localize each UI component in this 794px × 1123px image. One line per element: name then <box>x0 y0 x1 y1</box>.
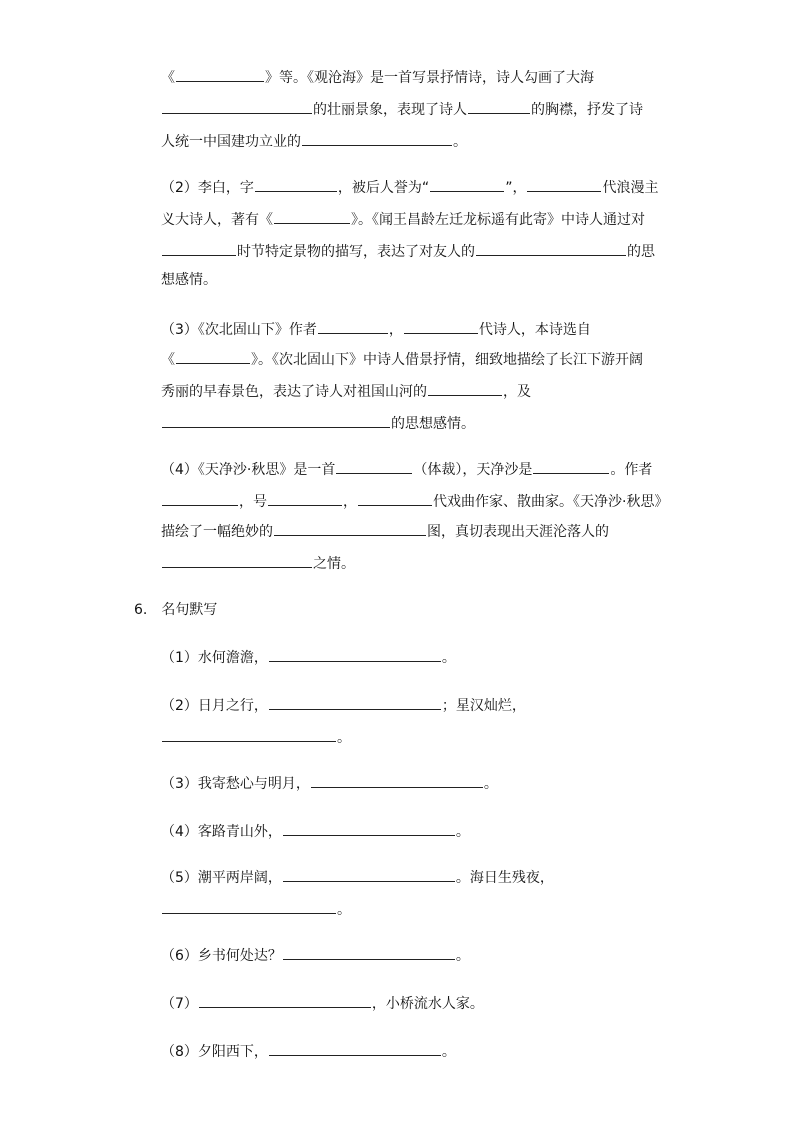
text: （体裁），天净沙是 <box>413 462 533 478</box>
text: 义大诗人，著有《 <box>161 212 273 228</box>
text: 描绘了一幅绝妙的 <box>161 524 273 540</box>
q5-2-line-1 <box>161 176 658 198</box>
q5-3-line-3 <box>161 380 531 402</box>
fill-blank[interactable] <box>162 412 390 428</box>
q6-item-7 <box>161 992 484 1014</box>
text: 。 <box>337 730 351 746</box>
text: 代戏曲作家、散曲家。《天净沙·秋思》 <box>433 494 669 510</box>
text: 人统一中国建功立业的 <box>161 134 301 150</box>
q6-item-2 <box>161 694 526 716</box>
fill-blank[interactable] <box>255 176 337 192</box>
fill-blank[interactable] <box>430 176 504 192</box>
q6-item-4 <box>161 820 470 842</box>
text: 。 <box>337 902 351 918</box>
text: （2）李白，字 <box>161 180 254 196</box>
question-number: 6. <box>134 602 148 618</box>
text: 。 <box>453 134 467 150</box>
q5-3-line-2 <box>161 348 643 370</box>
text: （2）日月之行， <box>161 698 268 714</box>
fill-blank[interactable] <box>283 820 455 836</box>
fill-blank[interactable] <box>269 646 441 662</box>
text: 。作者 <box>610 462 653 478</box>
fill-blank[interactable] <box>283 866 455 882</box>
text: （4）《天净沙·秋思》是一首 <box>161 462 336 478</box>
q5-3-line-4 <box>161 412 475 434</box>
text: （3）《次北固山下》作者 <box>161 322 317 338</box>
text: ；星汉灿烂， <box>441 698 526 714</box>
text: 》。《闻王昌龄左迁龙标遥有此寄》中诗人通过对 <box>351 212 645 228</box>
q5-4-line-4 <box>161 552 355 574</box>
text: 代诗人，本诗选自 <box>478 322 591 338</box>
text: （1）水何澹澹， <box>161 650 268 666</box>
fill-blank[interactable] <box>162 552 312 568</box>
q5-3-line-1 <box>161 318 591 340</box>
fill-blank[interactable] <box>336 458 412 474</box>
q5-1-line-3 <box>161 130 467 152</box>
text: 时节特定景物的描写，表达了对友人的 <box>237 244 475 260</box>
fill-blank[interactable] <box>176 66 264 82</box>
q5-4-line-1 <box>161 458 652 480</box>
fill-blank[interactable] <box>162 726 336 742</box>
text: 。海日生残夜， <box>455 870 554 886</box>
text: ，小桥流水人家。 <box>371 996 484 1012</box>
q5-2-line-3 <box>161 240 655 262</box>
text: 的胸襟，抒发了诗 <box>531 102 643 118</box>
text: （7） <box>161 996 198 1012</box>
text: （5）潮平两岸阔， <box>161 870 282 886</box>
q5-1-line-2 <box>161 98 643 120</box>
text: 》等。《观沧海》是一首写景抒情诗，诗人勾画了大海 <box>265 70 594 86</box>
text: ”， <box>505 180 527 196</box>
q5-4-line-2 <box>161 490 668 512</box>
q6-item-5-cont <box>161 898 351 920</box>
text: 的思 <box>627 244 655 260</box>
text: ，及 <box>503 384 531 400</box>
fill-blank[interactable] <box>269 1040 441 1056</box>
fill-blank[interactable] <box>162 898 336 914</box>
fill-blank[interactable] <box>268 490 342 506</box>
fill-blank[interactable] <box>274 520 426 536</box>
q5-4-line-3 <box>161 520 609 542</box>
fill-blank[interactable] <box>274 208 350 224</box>
q6-item-1 <box>161 646 456 668</box>
text: （4）客路青山外， <box>161 824 282 840</box>
fill-blank[interactable] <box>269 694 441 710</box>
text: 之情。 <box>313 556 355 572</box>
q5-1-line-1 <box>161 66 594 88</box>
text: 的壮丽景象，表现了诗人 <box>313 102 467 118</box>
text: 《 <box>161 352 175 368</box>
text: ， <box>388 322 403 338</box>
fill-blank[interactable] <box>176 348 250 364</box>
question-6-heading <box>134 600 217 620</box>
q6-item-5 <box>161 866 554 888</box>
fill-blank[interactable] <box>533 458 609 474</box>
q6-item-2-cont <box>161 726 351 748</box>
fill-blank[interactable] <box>468 98 530 114</box>
text: 。 <box>441 1044 456 1060</box>
question-title: 名句默写 <box>161 602 218 618</box>
text: 。 <box>455 824 470 840</box>
fill-blank[interactable] <box>318 318 388 334</box>
text: 《 <box>161 70 175 86</box>
fill-blank[interactable] <box>476 240 626 256</box>
fill-blank[interactable] <box>527 176 601 192</box>
q6-item-8 <box>161 1040 456 1062</box>
text: 想感情。 <box>161 272 217 288</box>
text: ， <box>343 494 357 510</box>
fill-blank[interactable] <box>283 944 455 960</box>
text: （8）夕阳西下， <box>161 1044 268 1060</box>
text: 》。《次北固山下》中诗人借景抒情，细致地描绘了长江下游开阔 <box>251 352 643 368</box>
text: 图，真切表现出天涯沦落人的 <box>427 524 609 540</box>
fill-blank[interactable] <box>162 490 238 506</box>
fill-blank[interactable] <box>302 130 452 146</box>
q5-2-line-2 <box>161 208 645 230</box>
text: 。 <box>483 776 498 792</box>
text: 。 <box>441 650 456 666</box>
fill-blank[interactable] <box>428 380 502 396</box>
text: 的思想感情。 <box>391 416 475 432</box>
fill-blank[interactable] <box>311 772 483 788</box>
text: 。 <box>455 948 470 964</box>
q6-item-3 <box>161 772 498 794</box>
fill-blank[interactable] <box>404 318 478 334</box>
text: ，被后人誉为“ <box>337 180 430 196</box>
text: （6）乡书何处达？ <box>161 948 282 964</box>
fill-blank[interactable] <box>358 490 432 506</box>
fill-blank[interactable] <box>162 240 236 256</box>
text: ，号 <box>239 494 267 510</box>
text: （3）我寄愁心与明月， <box>161 776 310 792</box>
fill-blank[interactable] <box>162 98 312 114</box>
text: 秀丽的早春景色，表达了诗人对祖国山河的 <box>161 384 427 400</box>
fill-blank[interactable] <box>199 992 371 1008</box>
q5-2-line-4 <box>161 270 217 292</box>
q6-item-6 <box>161 944 470 966</box>
text: 代浪漫主 <box>602 180 659 196</box>
